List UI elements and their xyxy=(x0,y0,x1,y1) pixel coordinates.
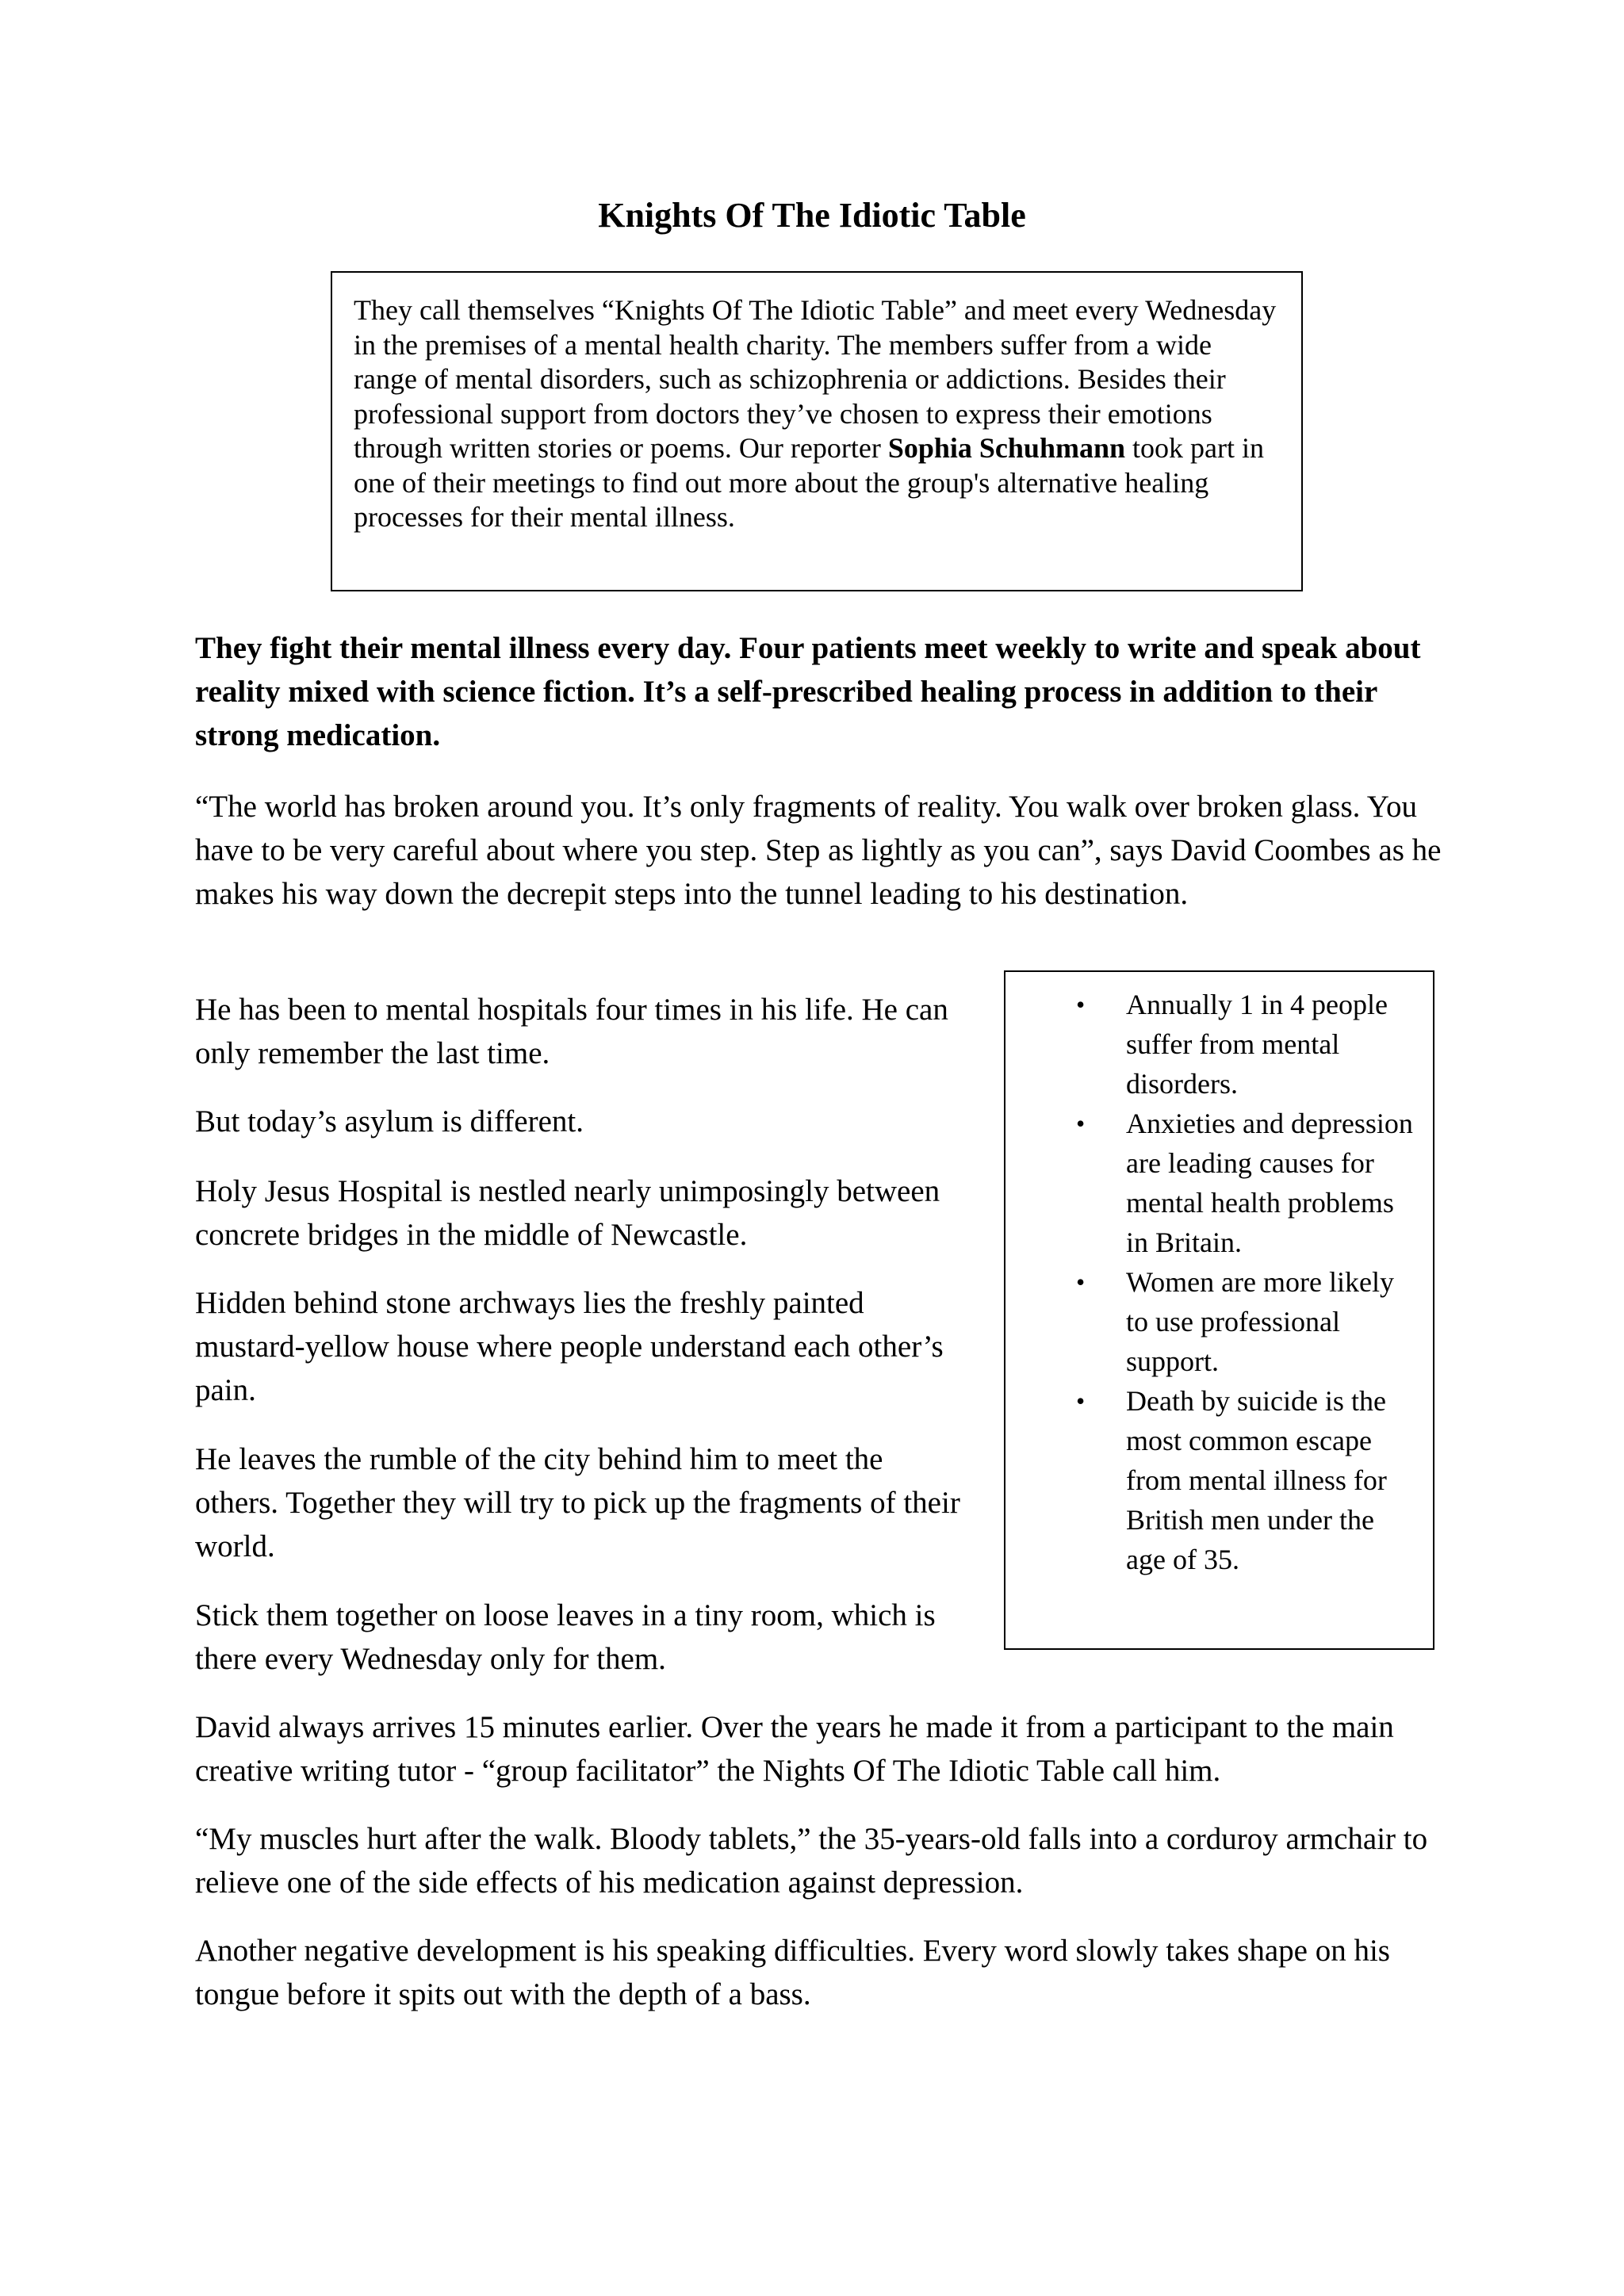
paragraph-9: “My muscles hurt after the walk. Bloody tablets,” the 35-years-old falls into a corduroy armchair to relieve one of the side effects of his medication against depression. xyxy=(195,1822,1428,1900)
fact-item xyxy=(1005,1262,1417,1381)
bullet-icon: • xyxy=(1076,1387,1086,1415)
intro-text xyxy=(354,293,1281,535)
bullet-icon: • xyxy=(1076,1268,1086,1296)
fact-item xyxy=(1005,985,1417,1104)
intro-text-part2: took part in one of their meetings to find out more about the group's alternative healing processes for their mental illness. xyxy=(354,432,1264,533)
paragraph-2: He has been to mental hospitals four times in his life. He can only remember the last time. xyxy=(195,993,948,1070)
paragraph-1: “The world has broken around you. It’s only fragments of reality. You walk over broken glass. You have to be very careful about where you step. Step as lightly as you can”, says David Coombes as he makes his way down the decrepit steps into the tunnel leading to his destination. xyxy=(195,790,1442,911)
paragraph-7: Stick them together on loose leaves in a tiny room, which is there every Wednesday only for them. xyxy=(195,1598,936,1676)
facts-sidebar xyxy=(1004,970,1434,1650)
bullet-icon: • xyxy=(1076,990,1086,1019)
intro-box xyxy=(331,271,1303,591)
facts-list xyxy=(1005,985,1417,1579)
paragraph-6: He leaves the rumble of the city behind him to meet the others. Together they will try to pick up the fragments of their world. xyxy=(195,1442,960,1563)
reporter-name: Sophia Schuhmann xyxy=(887,432,1126,464)
fact-text: Anxieties and depression are leading causes for mental health problems in Britain. xyxy=(1126,1108,1413,1258)
fact-text: Annually 1 in 4 people suffer from mental disorders. xyxy=(1126,989,1388,1100)
paragraph-3: But today’s asylum is different. xyxy=(195,1104,584,1138)
fact-text: Death by suicide is the most common escape from mental illness for British men under the age of 35. xyxy=(1126,1385,1387,1575)
paragraph-8: David always arrives 15 minutes earlier. Over the years he made it from a participant to the main creative writing tutor - “group facilitator” the Nights Of The Idiotic Table call him. xyxy=(195,1710,1394,1788)
fact-item xyxy=(1005,1381,1417,1579)
article-lede: They fight their mental illness every day. Four patients meet weekly to write and speak about reality mixed with science fiction. It’s a self-prescribed healing process in addition to their strong medication. xyxy=(195,631,1421,752)
bullet-icon: • xyxy=(1076,1109,1086,1138)
paragraph-4: Holy Jesus Hospital is nestled nearly unimposingly between concrete bridges in the middle of Newcastle. xyxy=(195,1174,940,1252)
paragraph-10: Another negative development is his speaking difficulties. Every word slowly takes shape on his tongue before it spits out with the depth of a bass. xyxy=(195,1934,1390,2011)
intro-text-part1: They call themselves “Knights Of The Idiotic Table” and meet every Wednesday in the premises of a mental health charity. The members suffer from a wide range of mental disorders, such as schizophrenia or addictions. Besides their professional support from doctors they’ve chosen to express their emotions through written stories or poems. Our reporter xyxy=(354,294,1277,464)
paragraph-5: Hidden behind stone archways lies the freshly painted mustard-yellow house where people understand each other’s pain. xyxy=(195,1286,944,1407)
article-title: Knights Of The Idiotic Table xyxy=(598,196,1026,235)
fact-item xyxy=(1005,1104,1417,1262)
fact-text: Women are more likely to use professional support. xyxy=(1126,1266,1394,1377)
